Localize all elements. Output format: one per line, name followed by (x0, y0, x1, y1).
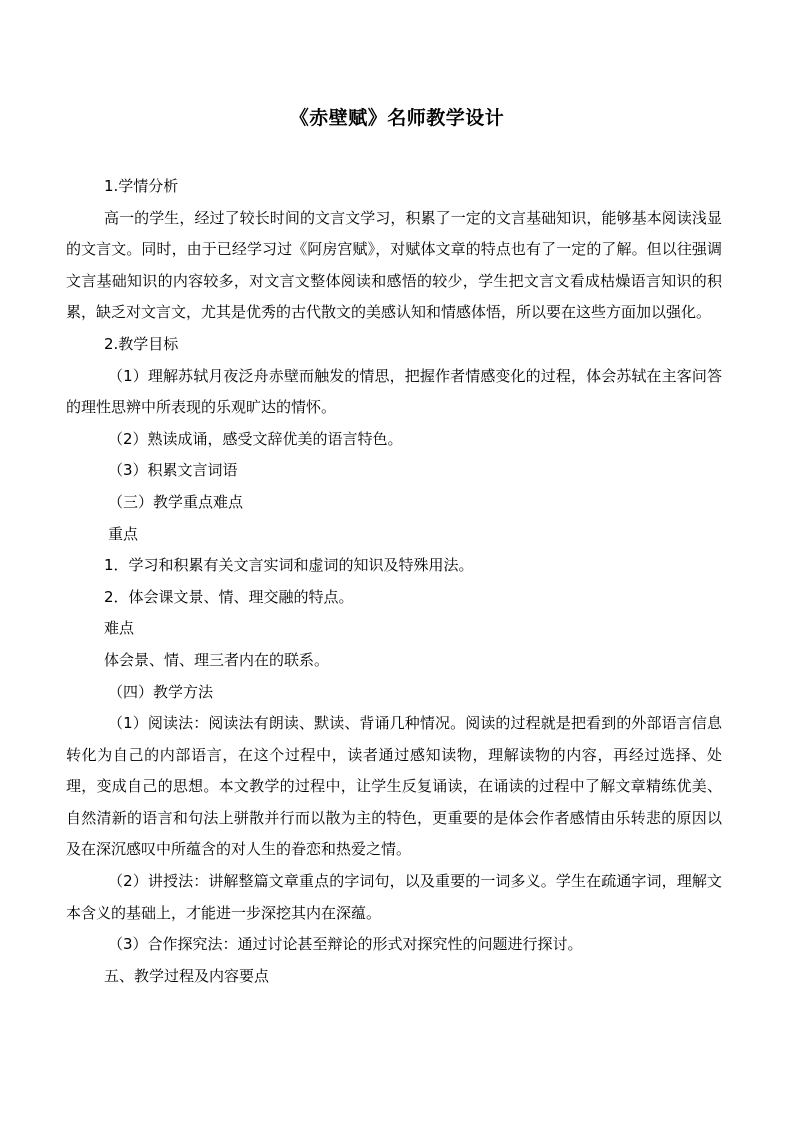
key-point-2: 2．体会课文景、情、理交融的特点。 (104, 587, 354, 606)
goal-item-1: （1）理解苏轼月夜泛舟赤壁而触发的情思，把握作者情感变化的过程，体会苏轼在主客问答的理性思辨中所表现的乐观旷达的情怀。 (66, 366, 722, 417)
section-heading-key-difficult: （三）教学重点难点 (108, 492, 244, 511)
difficult-points-label: 难点 (104, 619, 135, 638)
key-points-label: 重点 (108, 524, 139, 543)
section-heading-teaching-process: 五、教学过程及内容要点 (104, 966, 270, 985)
section-heading-teaching-methods: （四）教学方法 (108, 682, 214, 701)
difficult-point-body: 体会景、情、理三者内在的联系。 (104, 650, 330, 669)
document-title: 《赤壁赋》名师教学设计 (289, 107, 505, 129)
section-heading-teaching-goals: 2.教学目标 (104, 334, 179, 353)
method-item-lecture: （2）讲授法：讲解整篇文章重点的字词句，以及重要的一词多义。学生在疏通字词，理解文本含义的基础上，才能进一步深挖其内在深蕴。 (66, 872, 722, 922)
method-item-cooperative: （3）合作探究法：通过讨论甚至辩论的形式对探究性的问题进行探讨。 (108, 935, 583, 954)
document-body (66, 171, 722, 992)
key-point-1: 1．学习和积累有关文言实词和虚词的知识及特殊用法。 (104, 556, 474, 575)
section-heading-learning-analysis: 1.学情分析 (104, 177, 179, 195)
method-item-reading: （1）阅读法：阅读法有朗读、默读、背诵几种情况。阅读的过程就是把看到的外部语言信息转化为自己的内部语言，在这个过程中，读者通过感知读物，理解读物的内容，再经过选择、处理，变成自己的思想。本文教学的过程中，让学生反复诵读，在诵读的过程中了解文章精练优美、自然清新的语言和句法上骈散并行而以散为主的特色，更重要的是体会作者感情由乐转悲的原因以及在深沉感叹中所蕴含的对人生的眷恋和热爱之情。 (66, 714, 722, 859)
goal-item-2: （2）熟读成诵，感受文辞优美的语言特色。 (108, 429, 403, 448)
paragraph-learning-analysis: 高一的学生，经过了较长时间的文言文学习，积累了一定的文言基础知识，能够基本阅读浅显的文言文。同时，由于已经学习过《阿房宫赋》，对赋体文章的特点也有了一定的了解。但以往强调文言基础知识的内容较多，对文言文整体阅读和感悟的较少，学生把文言文看成枯燥语言知识的积累，缺乏对文言文，尤其是优秀的古代散文的美感认知和情感体悟，所以要在这些方面加以强化。 (66, 208, 722, 322)
goal-item-3: （3）积累文言词语 (108, 461, 238, 480)
